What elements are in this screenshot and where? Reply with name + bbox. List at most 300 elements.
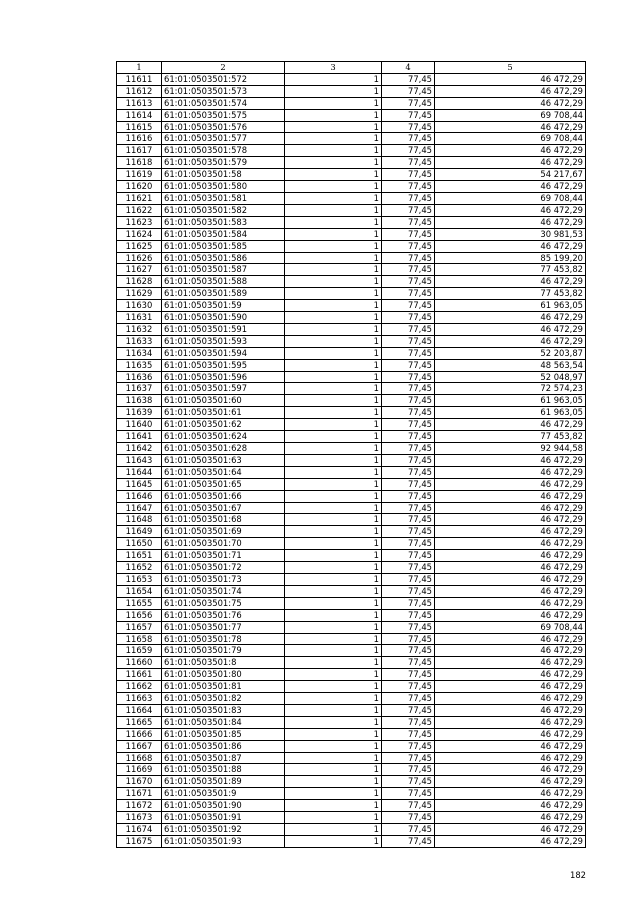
row-number-cell: 11638 <box>117 395 162 407</box>
value-cell: 46 472,29 <box>435 526 586 538</box>
table-row <box>117 669 586 681</box>
count-cell: 1 <box>285 716 382 728</box>
row-number-cell: 11645 <box>117 478 162 490</box>
column-header: 5 <box>435 62 586 74</box>
cadastral-number-cell: 61:01:0503501:89 <box>162 776 285 788</box>
row-number-cell: 11623 <box>117 216 162 228</box>
table-row <box>117 597 586 609</box>
rate-cell: 77,45 <box>382 526 435 538</box>
value-cell: 46 472,29 <box>435 85 586 97</box>
count-cell: 1 <box>285 585 382 597</box>
row-number-cell: 11656 <box>117 609 162 621</box>
cadastral-number-cell: 61:01:0503501:579 <box>162 157 285 169</box>
column-header: 2 <box>162 62 285 74</box>
rate-cell: 77,45 <box>382 716 435 728</box>
count-cell: 1 <box>285 835 382 847</box>
table-row <box>117 97 586 109</box>
rate-cell: 77,45 <box>382 704 435 716</box>
count-cell: 1 <box>285 216 382 228</box>
rate-cell: 77,45 <box>382 312 435 324</box>
cadastral-number-cell: 61:01:0503501:74 <box>162 585 285 597</box>
cadastral-number-cell: 61:01:0503501:597 <box>162 383 285 395</box>
value-cell: 46 472,29 <box>435 204 586 216</box>
count-cell: 1 <box>285 407 382 419</box>
rate-cell: 77,45 <box>382 538 435 550</box>
value-cell: 54 217,67 <box>435 169 586 181</box>
value-cell: 46 472,29 <box>435 502 586 514</box>
count-cell: 1 <box>285 693 382 705</box>
count-cell: 1 <box>285 240 382 252</box>
table-row <box>117 764 586 776</box>
value-cell: 46 472,29 <box>435 323 586 335</box>
row-number-cell: 11667 <box>117 740 162 752</box>
value-cell: 46 472,29 <box>435 97 586 109</box>
row-number-cell: 11664 <box>117 704 162 716</box>
cadastral-number-cell: 61:01:0503501:77 <box>162 621 285 633</box>
table-row <box>117 300 586 312</box>
cadastral-number-cell: 61:01:0503501:574 <box>162 97 285 109</box>
cadastral-number-cell: 61:01:0503501:585 <box>162 240 285 252</box>
value-cell: 72 574,23 <box>435 383 586 395</box>
value-cell: 46 472,29 <box>435 597 586 609</box>
rate-cell: 77,45 <box>382 669 435 681</box>
row-number-cell: 11632 <box>117 323 162 335</box>
row-number-cell: 11628 <box>117 276 162 288</box>
rate-cell: 77,45 <box>382 216 435 228</box>
row-number-cell: 11670 <box>117 776 162 788</box>
row-number-cell: 11614 <box>117 109 162 121</box>
count-cell: 1 <box>285 526 382 538</box>
row-number-cell: 11619 <box>117 169 162 181</box>
row-number-cell: 11673 <box>117 812 162 824</box>
count-cell: 1 <box>285 371 382 383</box>
rate-cell: 77,45 <box>382 490 435 502</box>
rate-cell: 77,45 <box>382 169 435 181</box>
cadastral-number-cell: 61:01:0503501:576 <box>162 121 285 133</box>
row-number-cell: 11661 <box>117 669 162 681</box>
rate-cell: 77,45 <box>382 276 435 288</box>
value-cell: 46 472,29 <box>435 573 586 585</box>
row-number-cell: 11641 <box>117 431 162 443</box>
row-number-cell: 11662 <box>117 681 162 693</box>
row-number-cell: 11658 <box>117 633 162 645</box>
count-cell: 1 <box>285 454 382 466</box>
column-header: 4 <box>382 62 435 74</box>
count-cell: 1 <box>285 812 382 824</box>
value-cell: 61 963,05 <box>435 300 586 312</box>
value-cell: 46 472,29 <box>435 609 586 621</box>
count-cell: 1 <box>285 621 382 633</box>
cadastral-number-cell: 61:01:0503501:92 <box>162 824 285 836</box>
rate-cell: 77,45 <box>382 693 435 705</box>
table-row <box>117 657 586 669</box>
row-number-cell: 11613 <box>117 97 162 109</box>
value-cell: 46 472,29 <box>435 645 586 657</box>
cadastral-number-cell: 61:01:0503501:79 <box>162 645 285 657</box>
value-cell: 46 472,29 <box>435 562 586 574</box>
rate-cell: 77,45 <box>382 633 435 645</box>
table-row <box>117 740 586 752</box>
value-cell: 46 472,29 <box>435 312 586 324</box>
value-cell: 46 472,29 <box>435 550 586 562</box>
rate-cell: 77,45 <box>382 645 435 657</box>
table-row <box>117 466 586 478</box>
value-cell: 46 472,29 <box>435 419 586 431</box>
cadastral-number-cell: 61:01:0503501:596 <box>162 371 285 383</box>
rate-cell: 77,45 <box>382 835 435 847</box>
rate-cell: 77,45 <box>382 800 435 812</box>
value-cell: 61 963,05 <box>435 395 586 407</box>
value-cell: 46 472,29 <box>435 752 586 764</box>
table-row <box>117 573 586 585</box>
table-row <box>117 181 586 193</box>
count-cell: 1 <box>285 228 382 240</box>
table-row <box>117 431 586 443</box>
count-cell: 1 <box>285 502 382 514</box>
column-header: 1 <box>117 62 162 74</box>
cadastral-number-cell: 61:01:0503501:62 <box>162 419 285 431</box>
count-cell: 1 <box>285 323 382 335</box>
value-cell: 46 472,29 <box>435 121 586 133</box>
count-cell: 1 <box>285 264 382 276</box>
cadastral-number-cell: 61:01:0503501:76 <box>162 609 285 621</box>
row-number-cell: 11659 <box>117 645 162 657</box>
cadastral-number-cell: 61:01:0503501:93 <box>162 835 285 847</box>
rate-cell: 77,45 <box>382 133 435 145</box>
table-row <box>117 347 586 359</box>
table-row <box>117 73 586 85</box>
count-cell: 1 <box>285 181 382 193</box>
count-cell: 1 <box>285 300 382 312</box>
rate-cell: 77,45 <box>382 323 435 335</box>
count-cell: 1 <box>285 204 382 216</box>
rate-cell: 77,45 <box>382 478 435 490</box>
rate-cell: 77,45 <box>382 383 435 395</box>
table-row <box>117 835 586 847</box>
row-number-cell: 11643 <box>117 454 162 466</box>
cadastral-number-cell: 61:01:0503501:591 <box>162 323 285 335</box>
rate-cell: 77,45 <box>382 335 435 347</box>
table-row <box>117 824 586 836</box>
count-cell: 1 <box>285 383 382 395</box>
row-number-cell: 11674 <box>117 824 162 836</box>
row-number-cell: 11612 <box>117 85 162 97</box>
value-cell: 46 472,29 <box>435 693 586 705</box>
cadastral-number-cell: 61:01:0503501:63 <box>162 454 285 466</box>
cadastral-number-cell: 61:01:0503501:58 <box>162 169 285 181</box>
table-row <box>117 812 586 824</box>
row-number-cell: 11634 <box>117 347 162 359</box>
rate-cell: 77,45 <box>382 681 435 693</box>
value-cell: 46 472,29 <box>435 514 586 526</box>
rate-cell: 77,45 <box>382 824 435 836</box>
count-cell: 1 <box>285 704 382 716</box>
count-cell: 1 <box>285 776 382 788</box>
cadastral-number-cell: 61:01:0503501:85 <box>162 728 285 740</box>
row-number-cell: 11642 <box>117 443 162 455</box>
row-number-cell: 11665 <box>117 716 162 728</box>
value-cell: 46 472,29 <box>435 490 586 502</box>
cadastral-number-cell: 61:01:0503501:572 <box>162 73 285 85</box>
count-cell: 1 <box>285 431 382 443</box>
table-row <box>117 276 586 288</box>
rate-cell: 77,45 <box>382 407 435 419</box>
row-number-cell: 11620 <box>117 181 162 193</box>
rate-cell: 77,45 <box>382 728 435 740</box>
count-cell: 1 <box>285 478 382 490</box>
value-cell: 69 708,44 <box>435 621 586 633</box>
table-row <box>117 716 586 728</box>
row-number-cell: 11611 <box>117 73 162 85</box>
count-cell: 1 <box>285 121 382 133</box>
cadastral-number-cell: 61:01:0503501:68 <box>162 514 285 526</box>
count-cell: 1 <box>285 800 382 812</box>
cadastral-number-cell: 61:01:0503501:91 <box>162 812 285 824</box>
cadastral-number-cell: 61:01:0503501:624 <box>162 431 285 443</box>
cadastral-number-cell: 61:01:0503501:595 <box>162 359 285 371</box>
rate-cell: 77,45 <box>382 228 435 240</box>
value-cell: 46 472,29 <box>435 466 586 478</box>
table-row <box>117 85 586 97</box>
count-cell: 1 <box>285 347 382 359</box>
table-row <box>117 609 586 621</box>
rate-cell: 77,45 <box>382 657 435 669</box>
value-cell: 46 472,29 <box>435 145 586 157</box>
row-number-cell: 11637 <box>117 383 162 395</box>
value-cell: 46 472,29 <box>435 478 586 490</box>
value-cell: 46 472,29 <box>435 181 586 193</box>
table-row <box>117 502 586 514</box>
cadastral-number-cell: 61:01:0503501:84 <box>162 716 285 728</box>
rate-cell: 77,45 <box>382 371 435 383</box>
rate-cell: 77,45 <box>382 597 435 609</box>
row-number-cell: 11668 <box>117 752 162 764</box>
table-row <box>117 204 586 216</box>
table-row <box>117 109 586 121</box>
table-row <box>117 443 586 455</box>
table-row <box>117 562 586 574</box>
row-number-cell: 11669 <box>117 764 162 776</box>
count-cell: 1 <box>285 573 382 585</box>
table-row <box>117 419 586 431</box>
count-cell: 1 <box>285 73 382 85</box>
row-number-cell: 11615 <box>117 121 162 133</box>
count-cell: 1 <box>285 85 382 97</box>
table-row <box>117 538 586 550</box>
count-cell: 1 <box>285 490 382 502</box>
value-cell: 46 472,29 <box>435 824 586 836</box>
cadastral-number-cell: 61:01:0503501:66 <box>162 490 285 502</box>
table-row <box>117 228 586 240</box>
table-row <box>117 621 586 633</box>
value-cell: 48 563,54 <box>435 359 586 371</box>
cadastral-number-cell: 61:01:0503501:90 <box>162 800 285 812</box>
rate-cell: 77,45 <box>382 562 435 574</box>
table-row <box>117 192 586 204</box>
table-row <box>117 395 586 407</box>
count-cell: 1 <box>285 609 382 621</box>
rate-cell: 77,45 <box>382 502 435 514</box>
rate-cell: 77,45 <box>382 573 435 585</box>
table-body <box>117 73 586 847</box>
row-number-cell: 11650 <box>117 538 162 550</box>
value-cell: 46 472,29 <box>435 669 586 681</box>
table-row <box>117 704 586 716</box>
table-row <box>117 585 586 597</box>
table-row <box>117 371 586 383</box>
count-cell: 1 <box>285 443 382 455</box>
value-cell: 46 472,29 <box>435 716 586 728</box>
cadastral-number-cell: 61:01:0503501:67 <box>162 502 285 514</box>
row-number-cell: 11618 <box>117 157 162 169</box>
count-cell: 1 <box>285 681 382 693</box>
rate-cell: 77,45 <box>382 288 435 300</box>
cadastral-number-cell: 61:01:0503501:59 <box>162 300 285 312</box>
table-row <box>117 478 586 490</box>
value-cell: 85 199,20 <box>435 252 586 264</box>
rate-cell: 77,45 <box>382 157 435 169</box>
row-number-cell: 11635 <box>117 359 162 371</box>
cadastral-number-cell: 61:01:0503501:87 <box>162 752 285 764</box>
row-number-cell: 11652 <box>117 562 162 574</box>
count-cell: 1 <box>285 764 382 776</box>
table-row <box>117 526 586 538</box>
rate-cell: 77,45 <box>382 109 435 121</box>
column-number-header-row <box>117 62 586 74</box>
row-number-cell: 11631 <box>117 312 162 324</box>
table-row <box>117 407 586 419</box>
row-number-cell: 11639 <box>117 407 162 419</box>
rate-cell: 77,45 <box>382 145 435 157</box>
cadastral-number-cell: 61:01:0503501:81 <box>162 681 285 693</box>
row-number-cell: 11666 <box>117 728 162 740</box>
row-number-cell: 11630 <box>117 300 162 312</box>
page-number: 182 <box>570 870 586 880</box>
count-cell: 1 <box>285 466 382 478</box>
rate-cell: 77,45 <box>382 812 435 824</box>
rate-cell: 77,45 <box>382 443 435 455</box>
row-number-cell: 11622 <box>117 204 162 216</box>
value-cell: 69 708,44 <box>435 109 586 121</box>
cadastral-number-cell: 61:01:0503501:594 <box>162 347 285 359</box>
value-cell: 46 472,29 <box>435 704 586 716</box>
cadastral-number-cell: 61:01:0503501:70 <box>162 538 285 550</box>
value-cell: 46 472,29 <box>435 681 586 693</box>
registry-table <box>116 61 586 848</box>
rate-cell: 77,45 <box>382 192 435 204</box>
count-cell: 1 <box>285 597 382 609</box>
value-cell: 46 472,29 <box>435 728 586 740</box>
cadastral-number-cell: 61:01:0503501:581 <box>162 192 285 204</box>
count-cell: 1 <box>285 288 382 300</box>
value-cell: 69 708,44 <box>435 133 586 145</box>
cadastral-number-cell: 61:01:0503501:584 <box>162 228 285 240</box>
cadastral-number-cell: 61:01:0503501:88 <box>162 764 285 776</box>
row-number-cell: 11663 <box>117 693 162 705</box>
value-cell: 52 203,87 <box>435 347 586 359</box>
row-number-cell: 11617 <box>117 145 162 157</box>
count-cell: 1 <box>285 824 382 836</box>
row-number-cell: 11648 <box>117 514 162 526</box>
table-row <box>117 693 586 705</box>
cadastral-number-cell: 61:01:0503501:578 <box>162 145 285 157</box>
table-row <box>117 490 586 502</box>
cadastral-number-cell: 61:01:0503501:60 <box>162 395 285 407</box>
value-cell: 46 472,29 <box>435 276 586 288</box>
count-cell: 1 <box>285 752 382 764</box>
value-cell: 77 453,82 <box>435 264 586 276</box>
table-row <box>117 252 586 264</box>
cadastral-number-cell: 61:01:0503501:588 <box>162 276 285 288</box>
count-cell: 1 <box>285 633 382 645</box>
row-number-cell: 11629 <box>117 288 162 300</box>
column-header: 3 <box>285 62 382 74</box>
value-cell: 46 472,29 <box>435 812 586 824</box>
table-row <box>117 788 586 800</box>
value-cell: 46 472,29 <box>435 454 586 466</box>
rate-cell: 77,45 <box>382 585 435 597</box>
rate-cell: 77,45 <box>382 776 435 788</box>
count-cell: 1 <box>285 276 382 288</box>
count-cell: 1 <box>285 657 382 669</box>
cadastral-number-cell: 61:01:0503501:628 <box>162 443 285 455</box>
cadastral-number-cell: 61:01:0503501:580 <box>162 181 285 193</box>
cadastral-number-cell: 61:01:0503501:82 <box>162 693 285 705</box>
cadastral-number-cell: 61:01:0503501:65 <box>162 478 285 490</box>
value-cell: 46 472,29 <box>435 538 586 550</box>
rate-cell: 77,45 <box>382 466 435 478</box>
rate-cell: 77,45 <box>382 419 435 431</box>
value-cell: 46 472,29 <box>435 764 586 776</box>
count-cell: 1 <box>285 514 382 526</box>
count-cell: 1 <box>285 157 382 169</box>
rate-cell: 77,45 <box>382 300 435 312</box>
rate-cell: 77,45 <box>382 752 435 764</box>
rate-cell: 77,45 <box>382 764 435 776</box>
table-row <box>117 335 586 347</box>
value-cell: 77 453,82 <box>435 288 586 300</box>
row-number-cell: 11626 <box>117 252 162 264</box>
count-cell: 1 <box>285 669 382 681</box>
count-cell: 1 <box>285 538 382 550</box>
row-number-cell: 11640 <box>117 419 162 431</box>
value-cell: 46 472,29 <box>435 633 586 645</box>
count-cell: 1 <box>285 109 382 121</box>
row-number-cell: 11647 <box>117 502 162 514</box>
table-row <box>117 776 586 788</box>
cadastral-number-cell: 61:01:0503501:589 <box>162 288 285 300</box>
row-number-cell: 11621 <box>117 192 162 204</box>
value-cell: 46 472,29 <box>435 776 586 788</box>
count-cell: 1 <box>285 169 382 181</box>
value-cell: 52 048,97 <box>435 371 586 383</box>
rate-cell: 77,45 <box>382 514 435 526</box>
value-cell: 30 981,53 <box>435 228 586 240</box>
cadastral-number-cell: 61:01:0503501:78 <box>162 633 285 645</box>
table-row <box>117 312 586 324</box>
table-row <box>117 121 586 133</box>
cadastral-number-cell: 61:01:0503501:590 <box>162 312 285 324</box>
rate-cell: 77,45 <box>382 121 435 133</box>
row-number-cell: 11672 <box>117 800 162 812</box>
rate-cell: 77,45 <box>382 181 435 193</box>
cadastral-number-cell: 61:01:0503501:8 <box>162 657 285 669</box>
rate-cell: 77,45 <box>382 740 435 752</box>
value-cell: 46 472,29 <box>435 800 586 812</box>
table-row <box>117 145 586 157</box>
table-row <box>117 157 586 169</box>
count-cell: 1 <box>285 740 382 752</box>
